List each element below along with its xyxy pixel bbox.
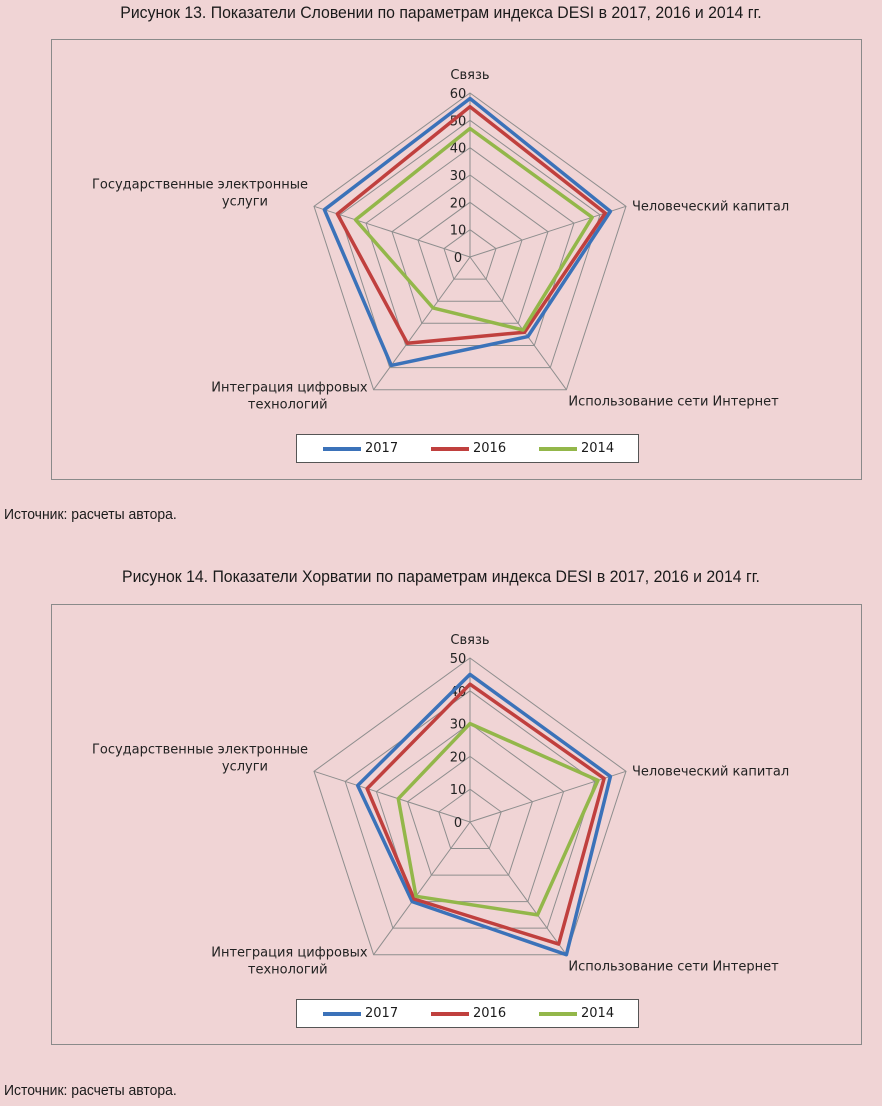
figure-13-title: Рисунок 13. Показатели Словении по параметрам индекса DESI в 2017, 2016 и 2014 гг. [120, 3, 762, 22]
legend-swatch [539, 1012, 577, 1016]
axis-label: Человеческий капитал [632, 199, 790, 215]
axis-label [92, 742, 308, 774]
tick-label: 50 [449, 114, 467, 130]
figure-14-radar [52, 605, 861, 1044]
legend-item-2016 [431, 1000, 506, 1027]
axis-label-line: технологий [247, 397, 328, 413]
tick-label: 40 [449, 684, 467, 700]
axis-label: Использование сети Интернет [568, 394, 779, 410]
legend-label: 2014 [581, 1006, 615, 1021]
axis-label [211, 381, 368, 413]
axis-label [92, 177, 308, 209]
legend-item-2017 [323, 435, 398, 462]
axis-label-line: технологий [247, 962, 328, 978]
figure-14-title: Рисунок 14. Показатели Хорватии по параметрам индекса DESI в 2017, 2016 и 2014 гг. [122, 567, 760, 586]
series-line-2017 [358, 674, 611, 954]
legend-swatch [431, 447, 469, 451]
tick-label: 10 [449, 223, 467, 239]
axis-label: Связь [450, 68, 490, 83]
axis-label: Использование сети Интернет [568, 959, 779, 975]
tick-label: 10 [449, 783, 467, 799]
axis-label-line: услуги [221, 194, 268, 210]
tick-label: 20 [449, 750, 467, 766]
legend-item-2014 [539, 435, 614, 462]
series-line-2016 [337, 107, 605, 344]
tick-label: 20 [449, 196, 467, 212]
legend-item-2016 [431, 435, 506, 462]
tick-label: 0 [453, 816, 463, 831]
legend-label: 2017 [365, 441, 399, 456]
tick-label: 30 [449, 717, 467, 733]
axis-label-line: Государственные электронные [91, 742, 308, 758]
tick-label: 40 [449, 141, 467, 157]
legend-label: 2014 [581, 441, 615, 456]
tick-label: 0 [453, 251, 463, 266]
legend-item-2014 [539, 1000, 614, 1027]
radar-grid [314, 658, 626, 955]
axis-label [211, 946, 368, 978]
figure-14-source: Источник: расчеты автора. [4, 1082, 177, 1099]
figure-13-source: Источник: расчеты автора. [4, 506, 177, 523]
axis-label: Связь [450, 633, 490, 648]
legend-item-2017 [323, 1000, 398, 1027]
legend-label: 2016 [473, 441, 507, 456]
legend-swatch [431, 1012, 469, 1016]
grid-spoke [314, 771, 470, 822]
legend-swatch [323, 447, 361, 451]
tick-label: 50 [449, 652, 467, 667]
axis-label-line: Интеграция цифровых [211, 945, 368, 961]
axis-label: Человеческий капитал [632, 764, 790, 780]
axis-label-line: Государственные электронные [91, 177, 308, 193]
legend-swatch [323, 1012, 361, 1016]
figure-13-legend [296, 434, 639, 463]
figure-13-chart [51, 39, 862, 480]
figure-14-legend [296, 999, 639, 1028]
axis-label-line: услуги [221, 759, 268, 775]
figure-14-chart [51, 604, 862, 1045]
axis-label-line: Интеграция цифровых [211, 380, 368, 396]
tick-label: 60 [449, 87, 467, 102]
legend-swatch [539, 447, 577, 451]
tick-label: 30 [449, 169, 467, 184]
grid-spoke [470, 822, 566, 955]
legend-label: 2016 [473, 1006, 507, 1021]
figure-13-radar [52, 40, 861, 479]
legend-label: 2017 [365, 1006, 399, 1021]
